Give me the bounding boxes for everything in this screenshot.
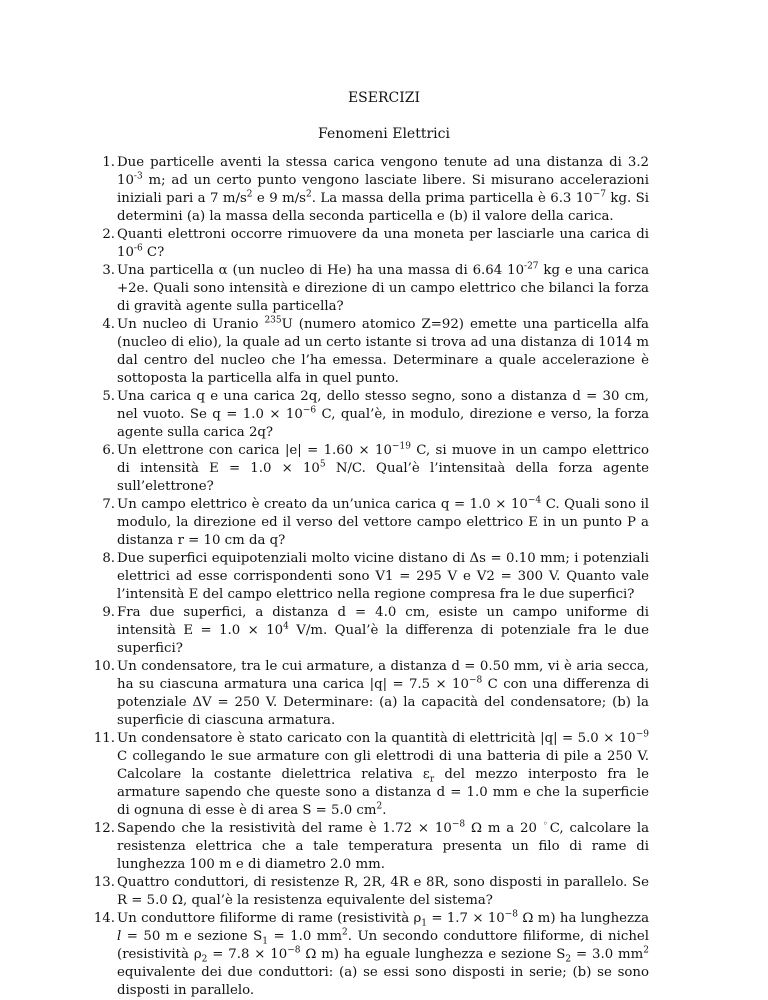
page-title: ESERCIZI <box>347 90 421 106</box>
exercise-text: Un condensatore è stato caricato con la quantità di elettricità $|q| = 5.0 \times 10^{-9}$ C collegando le sue armature con gli elettrodi di una batteria di pile a 250 V. Calcolare la costante dielettrica relativa $\varepsilon_r$ del mezzo interposto fra le armature sapendo che queste sono a distanza d = 1.0 mm e che la superficie di ognuna di esse è di area S = 5.0 $cm^2$. <box>117 729 649 818</box>
exercise-text: Un campo elettrico è creato da un’unica carica $q = 1.0 \times 10^{-4}$ C. Quali sono il modulo, la direzione ed il verso del vettore campo elettrico E in un punto P a distanza r = 10 cm da q? <box>117 495 649 548</box>
exercise-item <box>102 388 650 442</box>
exercise-text: Sapendo che la resistività del rame è $1.72 \times 10^{-8}$ Ω m a 20 ◦C, calcolare la resistenza elettrica che a tale temperatura presenta un filo di rame di lunghezza 100 m e di diametro 2.0 mm. <box>117 819 650 872</box>
exercise-number: 9. <box>102 605 115 620</box>
exercise-number: 1. <box>102 155 115 170</box>
exercise-number: 7. <box>102 497 115 512</box>
exercise-item <box>102 441 649 496</box>
exercise-number: 4. <box>102 317 115 332</box>
exercise-text: Due particelle aventi la stessa carica vengono tenute ad una distanza di 3.2 $10^{-3}$ m; ad un certo punto vengono lasciate libere. Si misurano accelerazioni iniziali pari a 7 $m/s^2$ e 9 $m/s^2$. La massa della prima particella è 6.3 $10^{-7}$ kg. Si determini (a) la massa della seconda particella e (b) il valore della carica. <box>117 155 650 224</box>
exercise-item <box>102 261 649 316</box>
section-subtitle: Fenomeni Elettrici <box>318 126 450 142</box>
exercise-list <box>93 154 650 1000</box>
exercise-text: Un nucleo di Uranio $^{235}$U (numero atomico Z=92) emette una particella alfa (nucleo di elio), la quale ad un certo istante si trova ad una distanza di 1014 m dal centro del nucleo che l’ha emessa. Determinare a quale accelerazione è sottoposta la particella alfa in quel punto. <box>117 315 649 386</box>
exercise-text: Una carica q e una carica 2q, dello stesso segno, sono a distanza d = 30 cm, nel vuoto. Se $q = 1.0 \times 10^{-6}$ C, qual’è, in modulo, direzione e verso, la forza agente sulla carica 2q? <box>117 389 650 440</box>
exercise-number: 11. <box>93 731 115 746</box>
exercise-item <box>102 315 649 388</box>
exercise-item <box>93 874 649 910</box>
exercise-item <box>93 729 649 820</box>
exercise-item <box>93 658 650 730</box>
exercise-text: Fra due superfici, a distanza d = 4.0 cm, esiste un campo uniforme di intensità $E = 1.0 \times 10^4$ V/m. Qual’è la differenza di potenziale fra le due superfici? <box>117 605 649 656</box>
exercise-number: 14. <box>93 911 115 926</box>
exercise-number: 12. <box>93 821 115 836</box>
exercise-text: Due superfici equipotenziali molto vicine distano di Δs = 0.10 mm; i potenziali elettrici ad esse corrispondenti sono V1 = 295 V e V2 = 300 V. Quanto vale l’intensità E del campo elettrico nella regione compresa fra le due superfici? <box>117 551 649 602</box>
exercise-number: 8. <box>102 551 115 566</box>
exercise-text: Una particella α (un nucleo di He) ha una massa di 6.64 $10^{-27}$ kg e una carica +2e. Quali sono intensità e direzione di un campo elettrico che bilanci la forza di gravità agente sulla particella? <box>117 261 649 314</box>
exercise-item <box>102 550 649 604</box>
exercise-number: 5. <box>102 389 115 404</box>
exercise-text: Un conduttore filiforme di rame (resistività $\rho_1 = 1.7 \times 10^{-8}$ Ω m) ha lunghezza l = 50 m e sezione $S_1 = 1.0$ $mm^2$. Un secondo conduttore filiforme, di nichel (resistività $\rho_2 = 7.8 \times 10^{-8}$ Ω m) ha eguale lunghezza e sezione $S_2 = 3.0$ $mm^2$ equivalente dei due conduttori: (a) se essi sono disposti in serie; (b) se sono disposti in parallelo. <box>117 909 650 998</box>
exercise-number: 10. <box>93 659 115 674</box>
exercise-text: Quattro conduttori, di resistenze R, 2R, 4R e 8R, sono disposti in parallelo. Se R = 5.0 Ω, qual’è la resistenza equivalente del sistema? <box>117 875 649 908</box>
exercise-number: 3. <box>102 263 115 278</box>
exercise-item <box>102 495 649 550</box>
exercise-number: 2. <box>102 227 115 242</box>
exercise-item <box>93 909 650 1000</box>
exercise-item <box>102 226 649 262</box>
exercise-item <box>102 604 649 658</box>
exercise-item <box>93 819 650 874</box>
exercise-text: Quanti elettroni occorre rimuovere da una moneta per lasciarle una carica di $10^{-6}$ C? <box>117 227 649 260</box>
exercise-number: 6. <box>102 443 115 458</box>
exercise-text: Un condensatore, tra le cui armature, a distanza d = 0.50 mm, vi è aria secca, ha su ciascuna armatura una carica $|q| = 7.5 \times 10^{-8}$ C con una differenza di potenziale ΔV = 250 V. Determinare: (a) la capacità del condensatore; (b) la superficie di ciascuna armatura. <box>117 659 650 728</box>
exercise-text: Un elettrone con carica $|e| = 1.60 \times 10^{-19}$ C, si muove in un campo elettrico di intensità $E = 1.0 \times 10^5$ N/C. Qual’è l’intensitaà della forza agente sull’elettrone? <box>117 441 649 494</box>
exercise-item <box>102 154 650 226</box>
exercise-number: 13. <box>93 875 115 890</box>
